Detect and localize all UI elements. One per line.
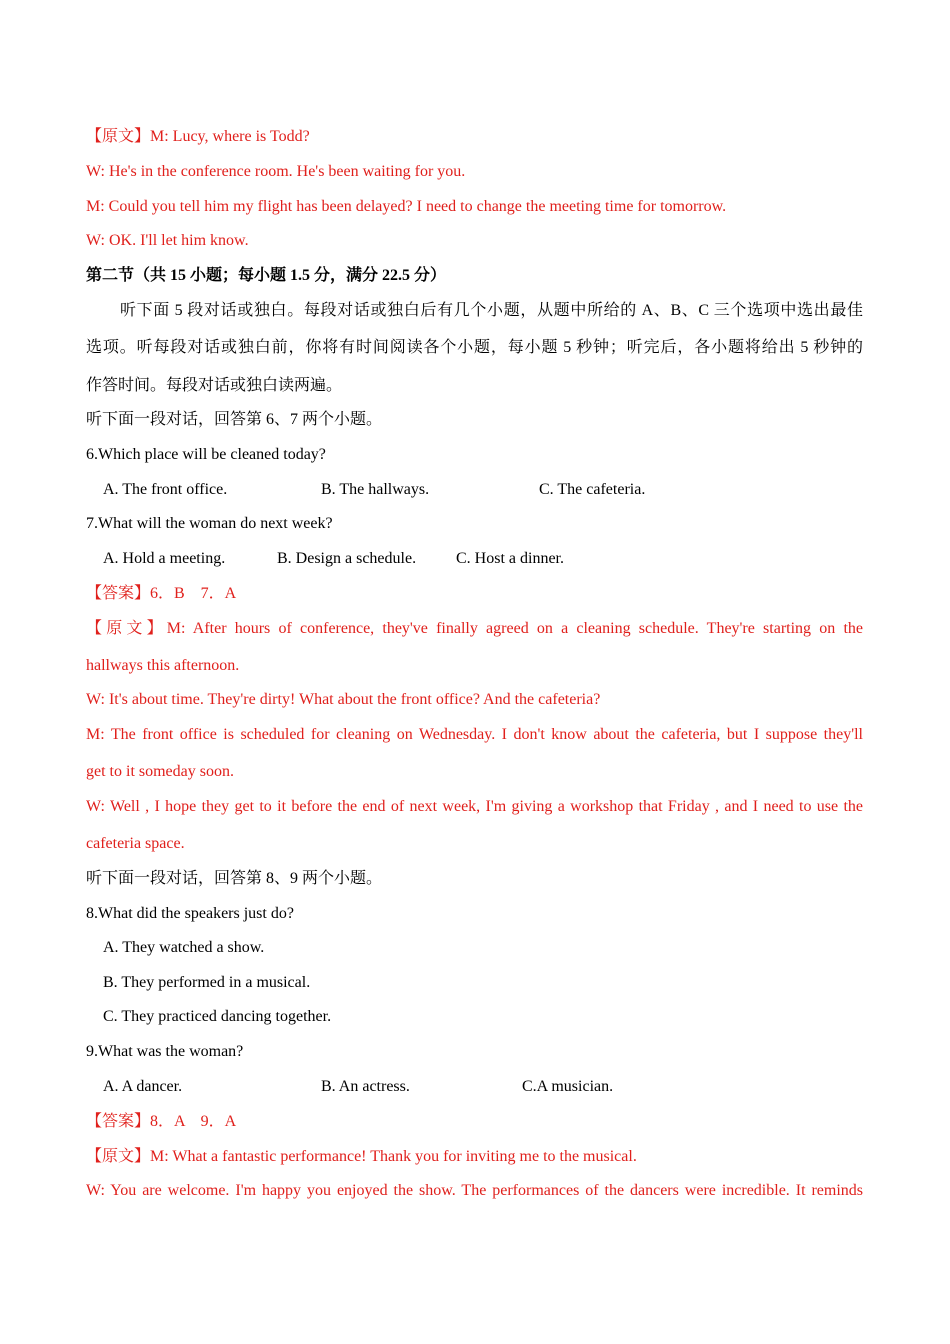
- question-stem: 7.What will the woman do next week?: [86, 515, 333, 532]
- transcript-line: W: He's in the conference room. He's been waiting for you.: [86, 163, 466, 180]
- answer-key: 【答案】8．A 9．A: [86, 1113, 237, 1130]
- transcript-line: 【原文】M: Lucy, where is Todd?: [86, 128, 310, 145]
- question-stem: 8.What did the speakers just do?: [86, 905, 294, 922]
- answer-key: 【答案】6．B 7．A: [86, 585, 237, 602]
- option-b: B. Design a schedule.: [277, 550, 417, 567]
- question-stem: 6.Which place will be cleaned today?: [86, 446, 326, 463]
- transcript-line: W: OK. I'll let him know.: [86, 232, 249, 249]
- transcript-line: 【原文】M: After hours of conference, they've finally agreed on a cleaning schedule. They're starting on the: [86, 620, 863, 637]
- group-intro: 听下面一段对话，回答第 8、9 两个小题。: [86, 870, 383, 887]
- transcript-line: M: Could you tell him my flight has been delayed? I need to change the meeting time for tomorrow.: [86, 198, 727, 215]
- option-b: B. An actress.: [321, 1078, 410, 1095]
- option-c: C.A musician.: [522, 1078, 614, 1095]
- transcript-line: W: You are welcome. I'm happy you enjoyed the show. The performances of the dancers were incredible. It reminds: [86, 1182, 863, 1199]
- option-b: B. The hallways.: [321, 481, 430, 498]
- option-b: B. They performed in a musical.: [103, 974, 311, 991]
- option-a: A. The front office.: [103, 481, 228, 498]
- instructions-line: 选项。听每段对话或独白前，你将有时间阅读各个小题，每小题 5 秒钟；听完后，各小题将给出 5 秒钟的: [86, 339, 863, 356]
- option-a: A. A dancer.: [103, 1078, 183, 1095]
- option-c: C. The cafeteria.: [539, 481, 646, 498]
- transcript-line: 【原文】M: What a fantastic performance! Thank you for inviting me to the musical.: [86, 1148, 637, 1165]
- instructions-line: 作答时间。每段对话或独白读两遍。: [86, 377, 343, 394]
- transcript-line: cafeteria space.: [86, 835, 185, 852]
- transcript-line: get to it someday soon.: [86, 763, 234, 780]
- transcript-line: hallways this afternoon.: [86, 657, 240, 674]
- instructions-line: 听下面 5 段对话或独白。每段对话或独白后有几个小题，从题中所给的 A、B、C 三个选项中选出最佳: [120, 302, 863, 319]
- option-a: A. Hold a meeting.: [103, 550, 226, 567]
- option-c: C. Host a dinner.: [456, 550, 564, 567]
- transcript-line: W: Well , I hope they get to it before the end of next week, I'm giving a workshop that Friday , and I need to use the: [86, 798, 863, 815]
- section-heading: 第二节（共 15 小题；每小题 1.5 分，满分 22.5 分）: [86, 267, 447, 284]
- option-c: C. They practiced dancing together.: [103, 1008, 332, 1025]
- option-a: A. They watched a show.: [103, 939, 265, 956]
- transcript-line: W: It's about time. They're dirty! What about the front office? And the cafeteria?: [86, 691, 601, 708]
- group-intro: 听下面一段对话，回答第 6、7 两个小题。: [86, 411, 383, 428]
- question-stem: 9.What was the woman?: [86, 1043, 244, 1060]
- transcript-line: M: The front office is scheduled for cleaning on Wednesday. I don't know about the cafeteria, but I suppose they'll: [86, 726, 863, 743]
